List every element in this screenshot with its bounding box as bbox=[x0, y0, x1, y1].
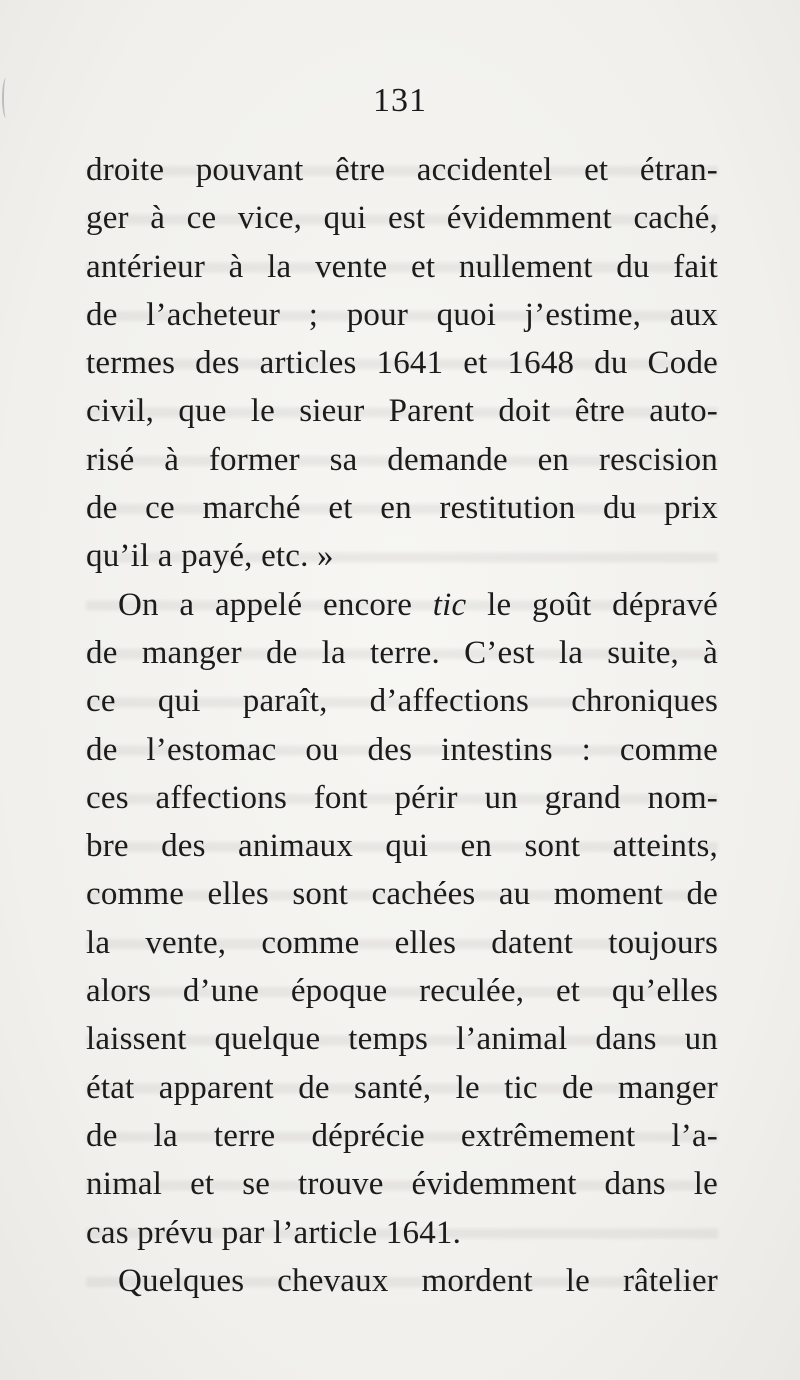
text-line: civil, que le sieur Parent doit être auto- bbox=[86, 393, 718, 430]
text-line: risé à former sa demande en rescision bbox=[86, 441, 718, 478]
text-line: alors d’une époque reculée, et qu’elles bbox=[86, 973, 718, 1010]
text-line: antérieur à la vente et nullement du fait bbox=[86, 248, 718, 285]
text-line: laissent quelque temps l’animal dans un bbox=[86, 1021, 718, 1058]
paragraph-end-line: qu’il a payé, etc. » bbox=[86, 538, 334, 575]
text-line: ger à ce vice, qui est évidemment caché, bbox=[86, 200, 718, 237]
text-line: ce qui paraît, d’affections chroniques bbox=[86, 683, 718, 720]
text-line: droite pouvant être accidentel et étran- bbox=[86, 152, 718, 188]
text-line: de l’acheteur ; pour quoi j’estime, aux bbox=[86, 296, 718, 333]
text-line: de la terre déprécie extrêmement l’a- bbox=[86, 1117, 718, 1154]
paragraph-start-line bbox=[86, 581, 718, 629]
text-line: de ce marché et en restitution du prix bbox=[86, 490, 718, 527]
italic-term: tic bbox=[432, 586, 467, 623]
body-text bbox=[86, 146, 718, 1305]
line-segment: le goût dépravé bbox=[466, 586, 718, 623]
line-segment: On a appelé encore bbox=[118, 586, 433, 623]
text-line: bre des animaux qui en sont atteints, bbox=[86, 828, 718, 865]
text-line: de manger de la terre. C’est la suite, à bbox=[86, 634, 718, 671]
text-line: de l’estomac ou des intestins : comme bbox=[86, 731, 718, 768]
text-line: comme elles sont cachées au moment de bbox=[86, 876, 718, 913]
text-line: ces affections font périr un grand nom- bbox=[86, 779, 718, 816]
paragraph-start-line: Quelques chevaux mordent le râtelier bbox=[118, 1262, 718, 1299]
paragraph-end-line: cas prévu par l’article 1641. bbox=[86, 1214, 462, 1251]
text-line: la vente, comme elles datent toujours bbox=[86, 924, 718, 961]
text-line: termes des articles 1641 et 1648 du Code bbox=[86, 345, 718, 382]
text-line: état apparent de santé, le tic de manger bbox=[86, 1069, 718, 1106]
text-line: nimal et se trouve évidemment dans le bbox=[86, 1166, 718, 1203]
page-number: 131 bbox=[373, 82, 427, 119]
